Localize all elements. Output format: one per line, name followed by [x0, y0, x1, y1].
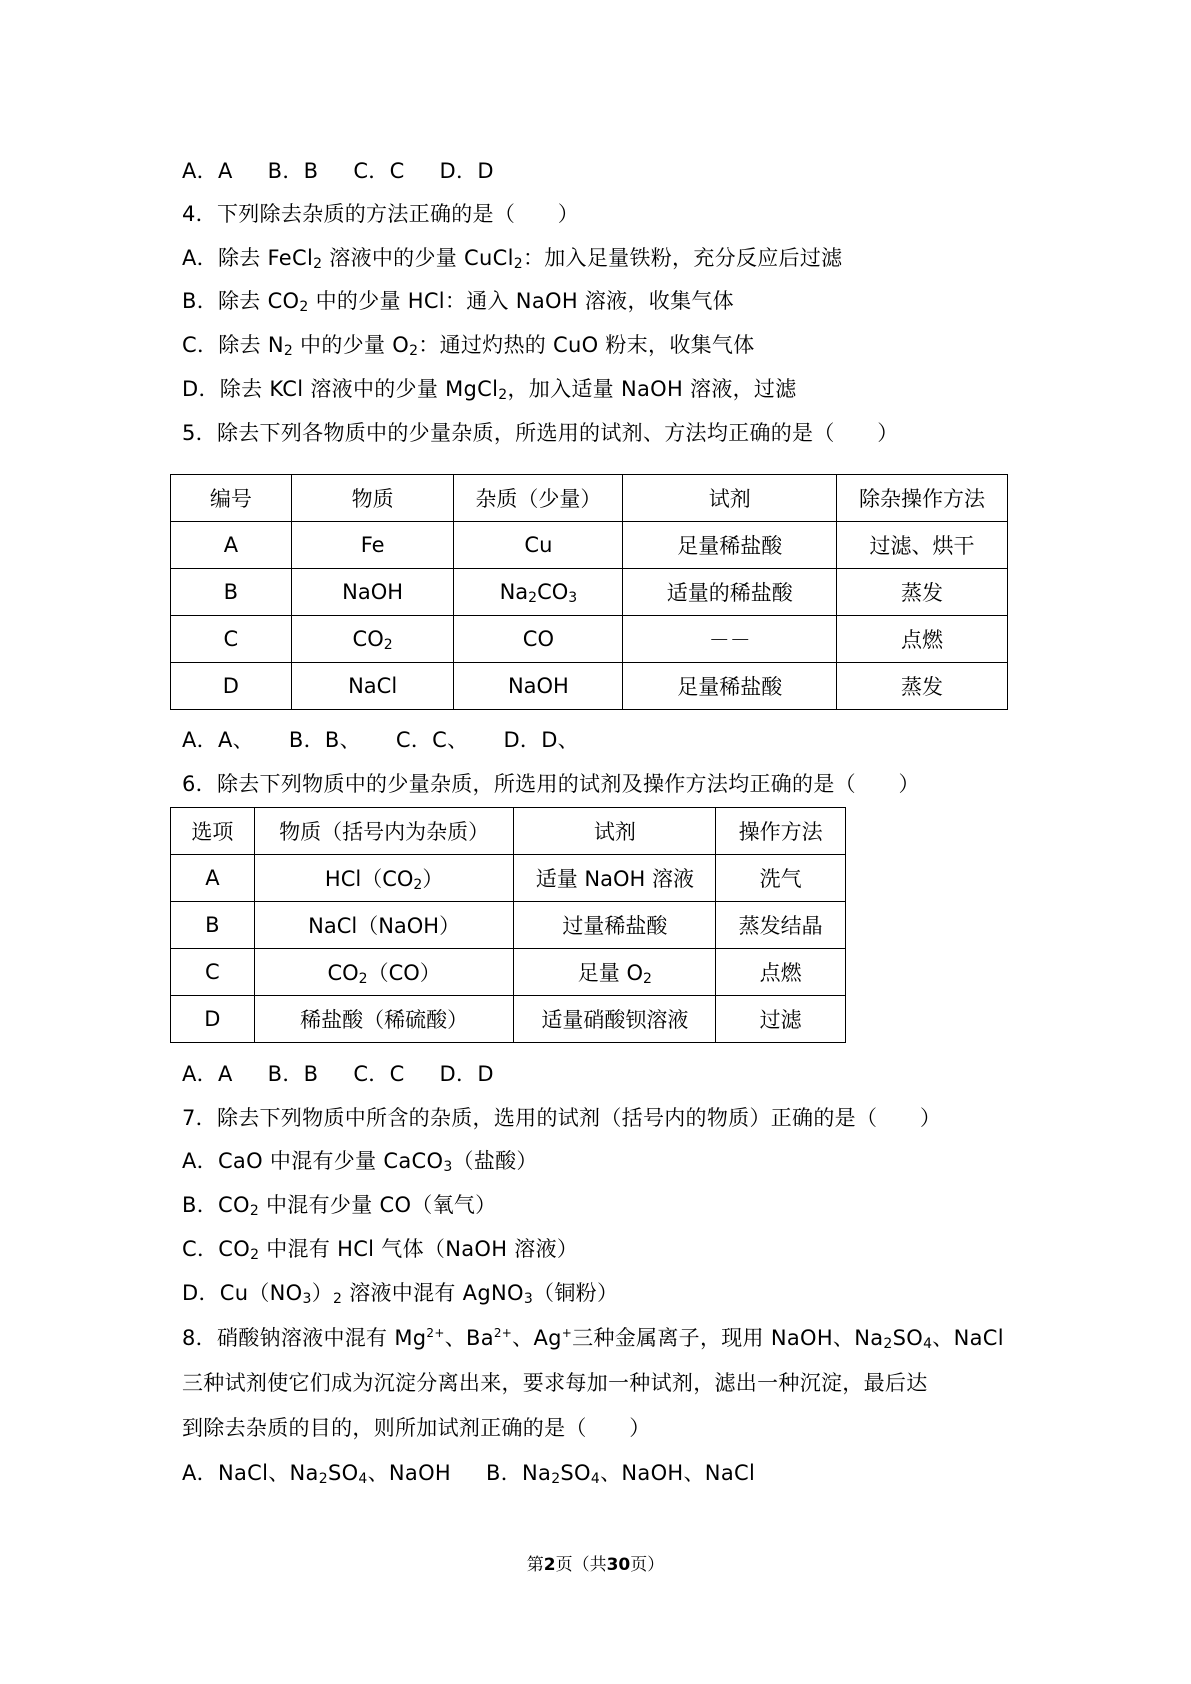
header-cell: 除杂操作方法 — [837, 475, 1008, 522]
table-cell: C — [171, 949, 255, 996]
q6-stem: 6．除去下列物质中的少量杂质，所选用的试剂及操作方法均正确的是（ ） — [182, 772, 920, 796]
table-cell: －－ — [623, 616, 837, 663]
table-cell: 点燃 — [716, 949, 846, 996]
footer-suffix: 页） — [630, 1555, 665, 1575]
q7-option-c: C．$CO_2$ 中混有 HCl 气体（NaOH 溶液） — [182, 1237, 579, 1263]
q8-option-b: B．$Na_2SO_4$、NaOH、NaCl — [486, 1461, 756, 1487]
table-cell: 洗气 — [716, 855, 846, 902]
table-row — [171, 616, 1008, 663]
q3-option-b: B．B — [267, 159, 319, 183]
table-row — [171, 663, 1008, 710]
table-cell: 适量硝酸钡溶液 — [514, 996, 716, 1043]
table-cell: 蒸发 — [837, 663, 1008, 710]
table-cell: B — [171, 902, 255, 949]
table-cell: CO — [454, 616, 623, 663]
table-cell: 过滤 — [716, 996, 846, 1043]
header-cell: 物质（括号内为杂质） — [254, 808, 514, 855]
q5-option-a: A．A、 — [182, 728, 254, 752]
q6-option-d: D．D — [439, 1062, 494, 1086]
table-cell: 足量稀盐酸 — [623, 663, 837, 710]
table-row — [171, 902, 846, 949]
header-cell: 编号 — [171, 475, 292, 522]
table-cell: Fe — [291, 522, 454, 569]
q4-stem: 4．下列除去杂质的方法正确的是（ ） — [182, 202, 580, 226]
table-cell: 蒸发 — [837, 569, 1008, 616]
table-cell: $CO_2$ — [291, 616, 454, 663]
header-cell: 试剂 — [514, 808, 716, 855]
footer-prefix: 第 — [526, 1555, 544, 1575]
table-cell: $HCl(CO_2)$ — [254, 855, 514, 902]
header-cell: 操作方法 — [716, 808, 846, 855]
table-cell: 过滤、烘干 — [837, 522, 1008, 569]
q4-option-c: C．除去 $N_2$ 中的少量 $O_2$：通过灼热的 CuO 粉末，收集气体 — [182, 333, 755, 359]
q5-option-b: B．B、 — [288, 728, 361, 752]
q3-option-c: C．C — [353, 159, 405, 183]
q7-stem: 7．除去下列物质中所含的杂质，选用的试剂（括号内的物质）正确的是（ ） — [182, 1106, 942, 1130]
header-cell: 物质 — [291, 475, 454, 522]
q5-table — [170, 474, 1008, 710]
table-cell: A — [171, 522, 292, 569]
q5-stem: 5．除去下列各物质中的少量杂质，所选用的试剂、方法均正确的是（ ） — [182, 421, 899, 445]
table-cell: 稀盐酸（稀硫酸） — [254, 996, 514, 1043]
q8-stem-line3: 到除去杂质的目的，则所加试剂正确的是（ ） — [182, 1416, 651, 1440]
table-cell: 适量 NaOH 溶液 — [514, 855, 716, 902]
header-cell: 杂质（少量） — [454, 475, 623, 522]
table-cell: $CO_2(CO)$ — [254, 949, 514, 996]
table-cell: NaOH — [454, 663, 623, 710]
q7-option-d: D．$Cu(NO_3)_2$ 溶液中混有 AgNO$_3$（铜粉） — [182, 1281, 619, 1307]
q6-option-a: A．A — [182, 1062, 233, 1086]
table-cell: 蒸发结晶 — [716, 902, 846, 949]
q8-stem-line1: 8．硝酸钠溶液中混有 $Mg^{2+}$、$Ba^{2+}$、Ag+三种金属离子，现用 NaOH、$Na_2SO_4$、NaCl — [182, 1326, 1004, 1352]
q6-option-b: B．B — [267, 1062, 319, 1086]
q3-options — [182, 156, 522, 186]
q3-option-d: D．D — [439, 159, 494, 183]
header-cell: 试剂 — [623, 475, 837, 522]
q6-table — [170, 807, 846, 1043]
footer-total-pages: 30 — [606, 1555, 631, 1575]
q6-options — [182, 1059, 522, 1089]
table-cell: Cu — [454, 522, 623, 569]
table-row — [171, 522, 1008, 569]
q5-option-d: D．D、 — [503, 728, 579, 752]
table-row — [171, 569, 1008, 616]
table-cell: 适量的稀盐酸 — [623, 569, 837, 616]
table-cell: D — [171, 996, 255, 1043]
q4-option-b: B．除去 $CO_2$ 中的少量 HCl：通入 NaOH 溶液，收集气体 — [182, 289, 734, 315]
footer-middle: 页（共 — [555, 1555, 607, 1575]
q8-options — [182, 1458, 783, 1488]
table-row — [171, 855, 846, 902]
table-cell: C — [171, 616, 292, 663]
table-cell: NaCl（NaOH） — [254, 902, 514, 949]
table-cell: NaCl — [291, 663, 454, 710]
table-row — [171, 949, 846, 996]
table-row — [171, 996, 846, 1043]
table-cell: NaOH — [291, 569, 454, 616]
table-cell: $Na_2CO_3$ — [454, 569, 623, 616]
q5-options — [182, 725, 607, 755]
table-cell: 足量稀盐酸 — [623, 522, 837, 569]
table-header-row — [171, 475, 1008, 522]
table-cell: 点燃 — [837, 616, 1008, 663]
table-header-row — [171, 808, 846, 855]
header-cell: 选项 — [171, 808, 255, 855]
q4-option-d: D．除去 KCl 溶液中的少量 MgCl$_2$，加入适量 NaOH 溶液，过滤 — [182, 377, 797, 403]
page-footer — [0, 1550, 1191, 1575]
q7-option-b: B．$CO_2$ 中混有少量 CO（氧气） — [182, 1193, 497, 1219]
q6-option-c: C．C — [353, 1062, 405, 1086]
q5-option-c: C．C、 — [395, 728, 469, 752]
footer-page-number: 2 — [543, 1555, 556, 1575]
table-cell: D — [171, 663, 292, 710]
q8-option-a: A．NaCl、$Na_2SO_4$、NaOH — [182, 1461, 452, 1487]
q7-option-a: A．CaO 中混有少量 CaCO$_3$（盐酸） — [182, 1149, 538, 1175]
table-cell: A — [171, 855, 255, 902]
table-cell: 足量 $O_2$ — [514, 949, 716, 996]
q8-stem-line2: 三种试剂使它们成为沉淀分离出来，要求每加一种试剂，滤出一种沉淀，最后达 — [182, 1371, 928, 1395]
q3-option-a: A．A — [182, 159, 233, 183]
table-cell: B — [171, 569, 292, 616]
q4-option-a: A．除去 FeCl$_2$ 溶液中的少量 CuCl$_2$：加入足量铁粉，充分反应后过滤 — [182, 246, 843, 272]
table-cell: 过量稀盐酸 — [514, 902, 716, 949]
